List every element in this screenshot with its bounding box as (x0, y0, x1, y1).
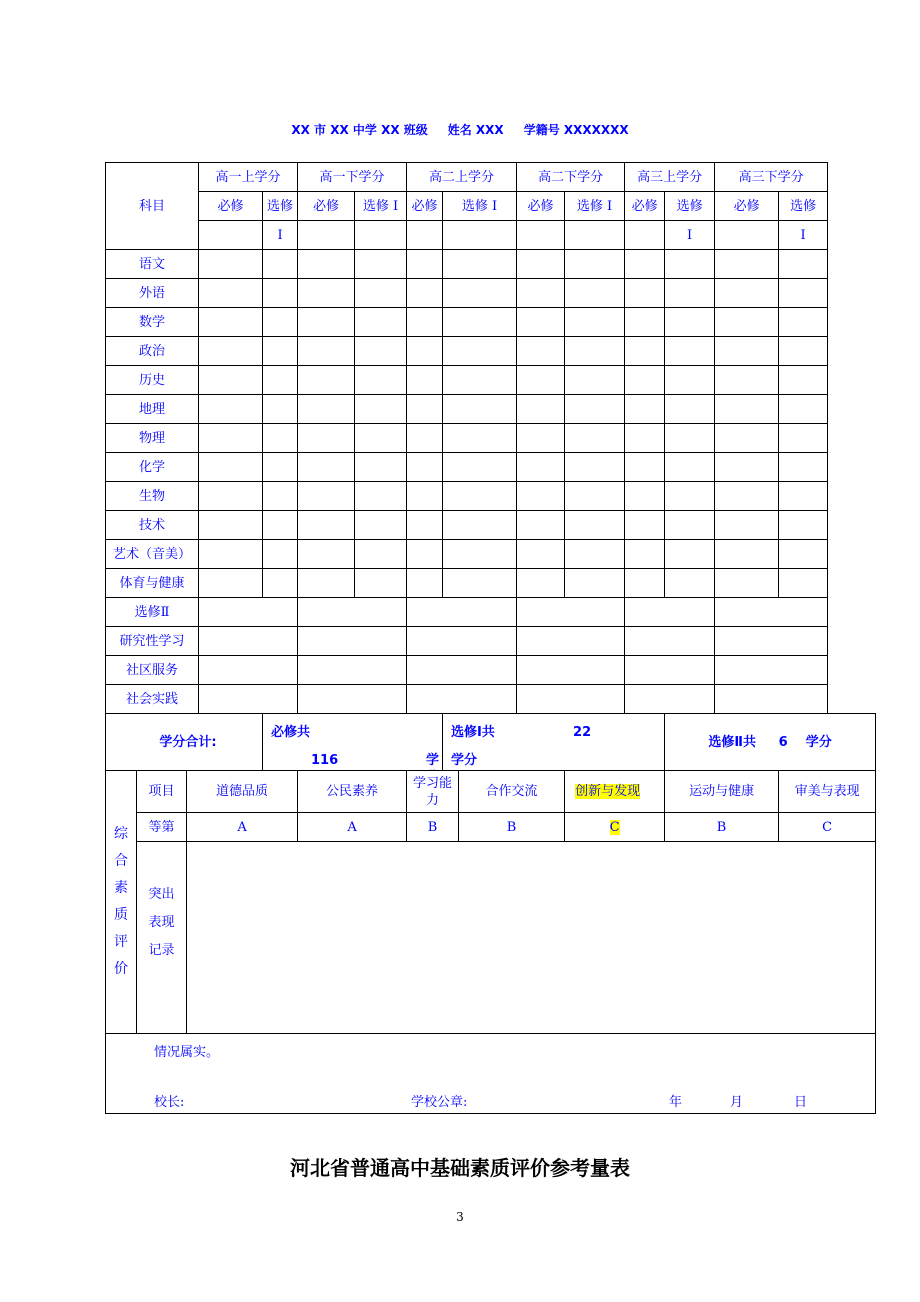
xuanxiu-header: 选修 I (565, 192, 625, 221)
bixiu-header: 必修 (298, 192, 355, 221)
extra-row (106, 598, 876, 627)
subject-label: 地理 (106, 395, 199, 424)
bixiu-header: 必修 (715, 192, 779, 221)
xuanxiu-header-suffix: I (665, 221, 715, 250)
quality-grades-row (106, 813, 876, 842)
quality-grade: C (779, 813, 876, 842)
quality-item: 运动与健康 (665, 771, 779, 813)
year-label: 年 (669, 1095, 683, 1110)
quality-item: 公民素养 (298, 771, 407, 813)
subject-label: 语文 (106, 250, 199, 279)
xuanxiu-header: 选修 (263, 192, 298, 221)
quality-notes-row (106, 842, 876, 1034)
seal-label: 学校公章: (411, 1095, 468, 1110)
subject-label: 生物 (106, 482, 199, 511)
bixiu-header: 必修 (517, 192, 565, 221)
xuanxiu-header-suffix: I (779, 221, 828, 250)
semester-header: 高三上学分 (625, 163, 715, 192)
extra-row (106, 627, 876, 656)
quality-item: 学习能力 (407, 771, 459, 813)
subject-row (106, 308, 876, 337)
extra-label: 选修Ⅱ (106, 598, 199, 627)
extra-label: 社会实践 (106, 685, 199, 714)
semester-header: 高一下学分 (298, 163, 407, 192)
student-header (0, 121, 920, 138)
subject-label: 体育与健康 (106, 569, 199, 598)
quality-grade: B (665, 813, 779, 842)
subject-row (106, 511, 876, 540)
statement: 情况属实。 (154, 1045, 220, 1060)
quality-grade: B (459, 813, 565, 842)
quality-grade: B (407, 813, 459, 842)
semester-header: 高三下学分 (715, 163, 828, 192)
subject-row (106, 395, 876, 424)
quality-grade-highlighted: C (565, 813, 665, 842)
month-label: 月 (730, 1095, 744, 1110)
subject-label: 数学 (106, 308, 199, 337)
notes-label: 突出 表现 记录 (137, 842, 187, 1034)
quality-item: 道德品质 (187, 771, 298, 813)
header-name: 姓名 XXX (447, 123, 504, 137)
notes-area (187, 842, 876, 1034)
subject-label: 技术 (106, 511, 199, 540)
day-label: 日 (794, 1095, 808, 1110)
bixiu-header: 必修 (625, 192, 665, 221)
credit-table (105, 162, 876, 1114)
extra-label: 社区服务 (106, 656, 199, 685)
quality-items-row (106, 771, 876, 813)
subject-row (106, 569, 876, 598)
subject-row (106, 540, 876, 569)
header-school: XX 市 XX 中学 XX 班级 (291, 123, 428, 137)
xuanxiu-header-suffix: I (263, 221, 298, 250)
xuanxiu-header: 选修 I (443, 192, 517, 221)
subject-row (106, 337, 876, 366)
footer-cell (106, 1034, 876, 1114)
quality-item: 审美与表现 (779, 771, 876, 813)
subject-label: 历史 (106, 366, 199, 395)
bixiu-header: 必修 (199, 192, 263, 221)
subject-label: 化学 (106, 453, 199, 482)
subject-row (106, 453, 876, 482)
subject-label: 物理 (106, 424, 199, 453)
quality-side-label: 综 合 素 质 评 价 (106, 771, 137, 1034)
summary-xuan2: 选修Ⅱ共 6 学分 (665, 714, 876, 771)
subject-row (106, 279, 876, 308)
subject-label: 政治 (106, 337, 199, 366)
subject-row (106, 366, 876, 395)
subject-label: 艺术（音美） (106, 540, 199, 569)
header-id: 学籍号 XXXXXXX (523, 123, 629, 137)
semester-header: 高一上学分 (199, 163, 298, 192)
extra-row (106, 656, 876, 685)
subject-header: 科目 (106, 163, 199, 250)
subject-row (106, 250, 876, 279)
xuanxiu-header: 选修 (779, 192, 828, 221)
quality-item-highlighted: 创新与发现 (565, 771, 665, 813)
quality-grade: A (187, 813, 298, 842)
xuanxiu-header: 选修 I (355, 192, 407, 221)
page-number: 3 (456, 1210, 464, 1224)
principal-label: 校长: (154, 1095, 185, 1110)
semester-header: 高二下学分 (517, 163, 625, 192)
subject-row (106, 424, 876, 453)
semester-header: 高二上学分 (407, 163, 517, 192)
summary-bixiu: 必修共 116 学 (263, 714, 443, 771)
quality-grade-label: 等第 (137, 813, 187, 842)
subject-label: 外语 (106, 279, 199, 308)
bixiu-header: 必修 (407, 192, 443, 221)
summary-xuan1: 选修Ⅰ共 22 学分 (443, 714, 665, 771)
xuanxiu-header: 选修 (665, 192, 715, 221)
subject-row (106, 482, 876, 511)
quality-grade: A (298, 813, 407, 842)
extra-label: 研究性学习 (106, 627, 199, 656)
quality-item-label: 项目 (137, 771, 187, 813)
quality-item: 合作交流 (459, 771, 565, 813)
page-title: 河北省普通高中基础素质评价参考量表 (290, 1156, 630, 1180)
summary-label: 学分合计: (106, 714, 263, 771)
extra-row (106, 685, 876, 714)
footer-row (106, 1034, 876, 1114)
credit-summary-row (106, 714, 876, 771)
